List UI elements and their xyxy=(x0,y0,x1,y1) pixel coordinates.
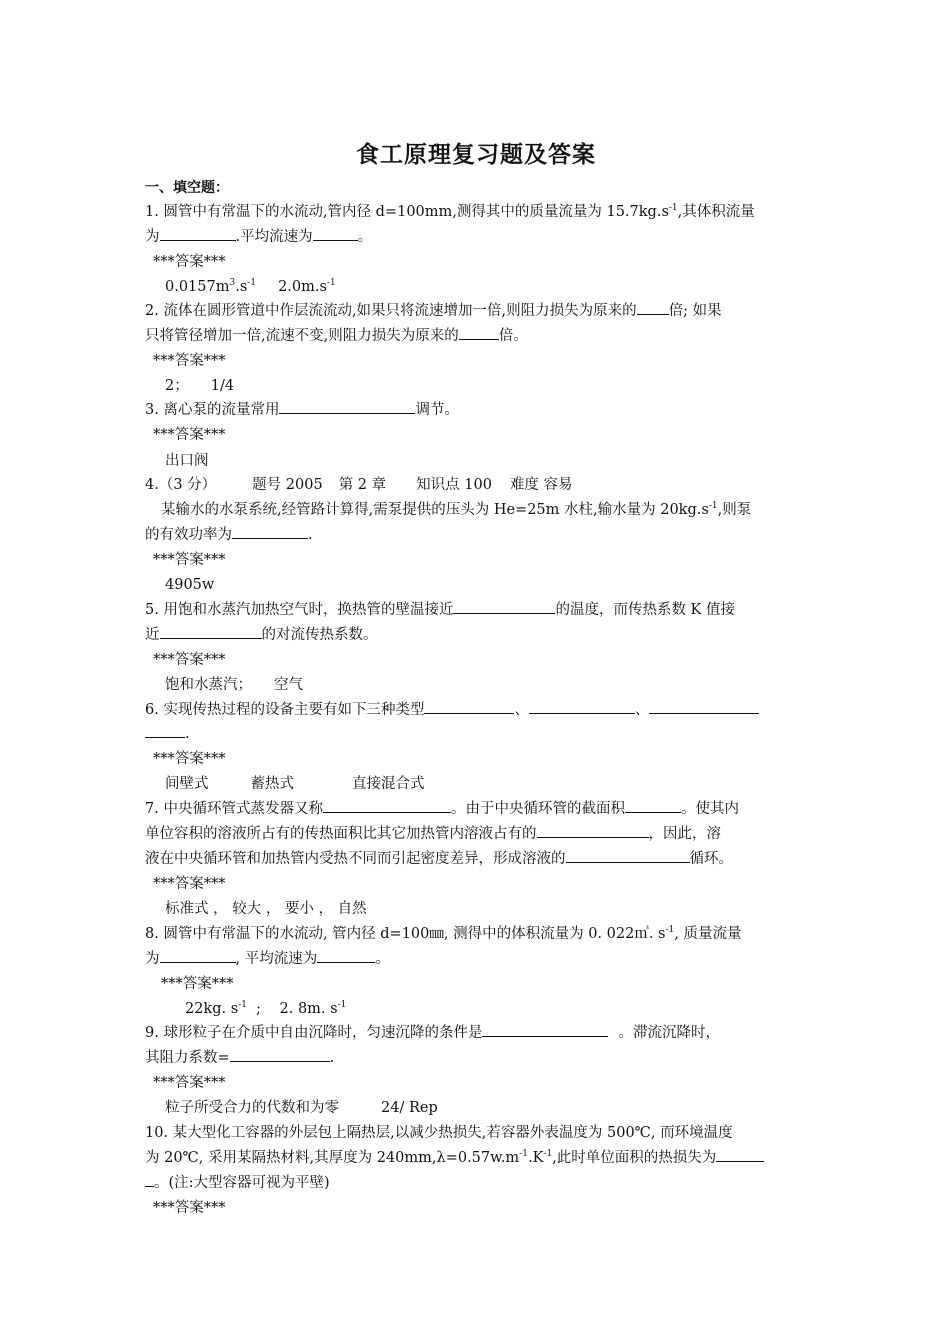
q6-line-2: . xyxy=(145,722,807,746)
q4-answer-tag: ***答案*** xyxy=(153,552,226,568)
q1-line-1: 1. 圆管中有常温下的水流动,管内径 d=100mm,测得其中的质量流量为 $15.7kg.s^{-1}$,其体积流量 xyxy=(145,203,755,220)
q4-header: 4.（3 分） 题号 2005 第 2 章 知识点 100 难度 容易 xyxy=(145,477,573,493)
q3-answer: 出口阀 xyxy=(165,453,209,469)
q1-answer: $0.0157m^3.s^{-1}$ $2.0m.s^{-1}$ xyxy=(165,278,336,295)
q10-line-1: 10. 某大型化工容器的外层包上隔热层,以减少热损失,若容器外表温度为 500℃, 而环境温度 xyxy=(145,1125,733,1141)
q8-answer: 22kg. $s^{-1}$ ; 2. 8m. $s^{-1}$ xyxy=(185,1000,347,1017)
q2-blank-2 xyxy=(459,324,499,340)
q4-answer: 4905w xyxy=(165,577,215,593)
q6-blank-2 xyxy=(529,698,635,714)
q5-answer-tag: ***答案*** xyxy=(153,652,226,668)
q10-line-2: 为 20℃, 采用某隔热材料,其厚度为 $240mm,\lambda=0.57w.m^{-1}.K^{-1}$,此时单位面积的热损失为 xyxy=(145,1146,807,1170)
q2-answer-tag: ***答案*** xyxy=(153,353,226,369)
q9-line-1: 9. 球形粒子在介质中自由沉降时，匀速沉降的条件是 。滞流沉降时， xyxy=(145,1021,807,1045)
q3-answer-tag: ***答案*** xyxy=(153,427,226,443)
q4-blank xyxy=(232,523,308,539)
q1-blank-2 xyxy=(313,225,358,241)
q6-answer: 间壁式 蓄热式 直接混合式 xyxy=(165,776,425,792)
q6-blank-3-cont xyxy=(145,722,185,738)
q8-blank-2 xyxy=(317,947,375,963)
q7-blank-4 xyxy=(566,847,690,863)
section-heading: 一、填空题： xyxy=(145,180,229,196)
q9-blank-2 xyxy=(230,1046,330,1062)
q8-answer-tag: ***答案*** xyxy=(161,976,234,992)
q8-line-1: 8. 圆管中有常温下的水流动, 管内径 d=100㎜, 测得中的体积流量为 0. 022㎥. $s^{-1}$, 质量流量 xyxy=(145,925,742,942)
q2-line-1: 2. 流体在圆形管道中作层流流动,如果只将流速增加一倍,则阻力损失为原来的 倍; 如果 xyxy=(145,299,807,323)
q9-answer-tag: ***答案*** xyxy=(153,1075,226,1091)
q5-blank-1 xyxy=(453,598,555,614)
q10-answer-tag: ***答案*** xyxy=(153,1200,226,1216)
q9-blank-1 xyxy=(482,1021,608,1037)
q2-blank-1 xyxy=(637,299,669,315)
q6-line-1: 6. 实现传热过程的设备主要有如下三种类型 、 、 xyxy=(145,698,807,722)
q6-blank-3 xyxy=(649,698,759,714)
q1-line-2: 为 .平均流速为 。 xyxy=(145,225,807,249)
q7-answer: 标准式 ， 较大 ， 要小 ， 自然 xyxy=(165,901,367,917)
q10-blank-cont xyxy=(145,1171,154,1187)
q4-line-2: 的有效功率为 . xyxy=(145,523,807,547)
q5-answer: 饱和水蒸汽； 空气 xyxy=(165,677,303,693)
q1-answer-tag: ***答案*** xyxy=(153,254,226,270)
q2-line-2: 只将管径增加一倍,流速不变,则阻力损失为原来的 倍。 xyxy=(145,324,807,348)
q7-answer-tag: ***答案*** xyxy=(153,876,226,892)
q3-line-1: 3. 离心泵的流量常用 调节。 xyxy=(145,398,807,422)
q3-blank xyxy=(279,398,415,414)
q8-blank-1 xyxy=(160,947,236,963)
q9-line-2: 其阻力系数= . xyxy=(145,1046,807,1070)
q10-line-3: 。(注:大型容器可视为平壁) xyxy=(145,1171,807,1195)
q7-line-3: 液在中央循环管和加热管内受热不同而引起密度差异，形成溶液的 循环。 xyxy=(145,847,807,871)
q7-blank-3 xyxy=(537,822,649,838)
q7-blank-2 xyxy=(625,797,681,813)
q9-answer: 粒子所受合力的代数和为零 24/ Rep xyxy=(165,1100,438,1116)
q1-blank-1 xyxy=(160,225,236,241)
q4-line-1: 某输水的水泵系统,经管路计算得,需泵提供的压头为 He=25m 水柱,输水量为 $20kg.s^{-1}$,则泵 xyxy=(161,501,752,518)
q7-line-2: 单位容积的溶液所占有的传热面积比其它加热管内溶液占有的 ，因此，溶 xyxy=(145,822,807,846)
q10-blank xyxy=(716,1146,764,1162)
q6-answer-tag: ***答案*** xyxy=(153,751,226,767)
q7-line-1: 7. 中央循环管式蒸发器又称 。由于中央循环管的截面积 。使其内 xyxy=(145,797,807,821)
q5-blank-2 xyxy=(160,623,262,639)
q6-blank-1 xyxy=(424,698,514,714)
q5-line-1: 5. 用饱和水蒸汽加热空气时，换热管的壁温接近 的温度，而传热系数 K 值接 xyxy=(145,598,807,622)
q8-line-2: 为 , 平均流速为 。 xyxy=(145,947,807,971)
q2-answer: 2； 1/4 xyxy=(165,378,235,394)
q5-line-2: 近 的对流传热系数。 xyxy=(145,623,807,647)
document-title: 食工原理复习题及答案 xyxy=(356,142,596,168)
q7-blank-1 xyxy=(323,797,451,813)
